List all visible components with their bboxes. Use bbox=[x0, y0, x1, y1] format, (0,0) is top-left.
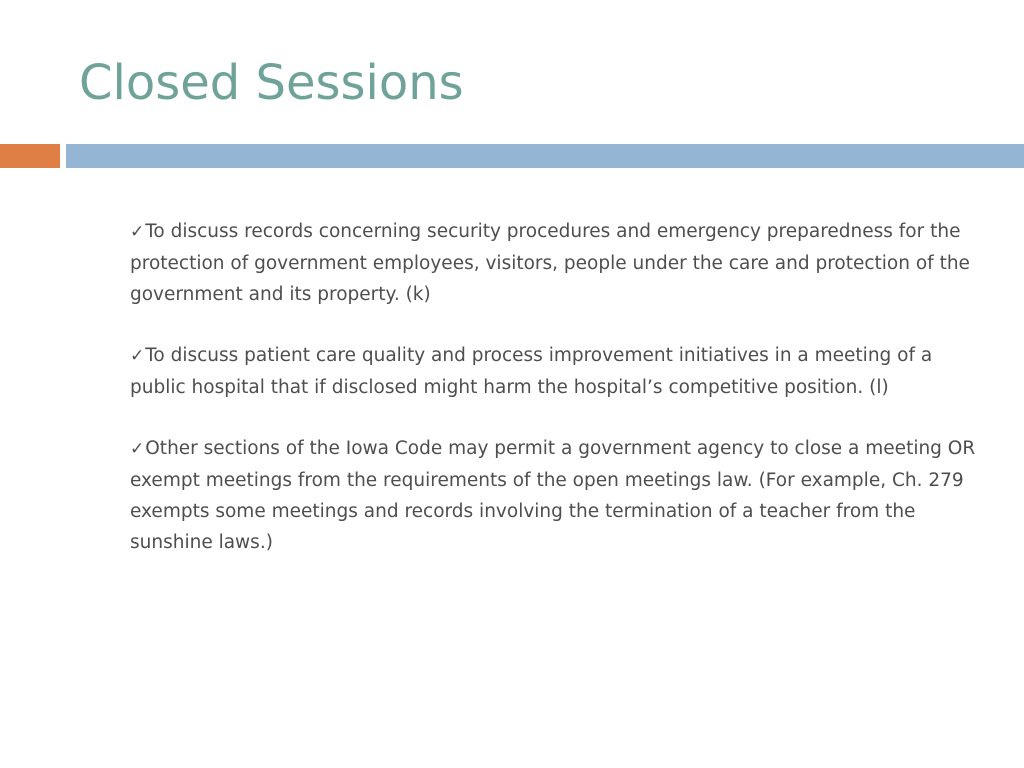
bullet-item-patient-care bbox=[130, 340, 978, 403]
bullet-text: To discuss patient care quality and process improvement initiatives in a meeting of a public hospital that if disclosed might harm the hospital’s competitive position. (l) bbox=[130, 345, 933, 398]
bullet-item-other-sections bbox=[130, 433, 978, 558]
bullet-text: To discuss records concerning security procedures and emergency preparedness for the protection of government employees, visitors, people under the care and protection of the government and its property. (k) bbox=[130, 221, 970, 305]
bullet-list bbox=[130, 216, 978, 588]
accent-bar-blue bbox=[66, 144, 1024, 168]
accent-bar-orange bbox=[0, 144, 60, 168]
check-icon: ✓ bbox=[130, 439, 145, 459]
bullet-text: Other sections of the Iowa Code may permit a government agency to close a meeting OR exempt meetings from the requirements of the open meetings law. (For example, Ch. 279 exempts some meetings and records involving the termination of a teacher from the sunshine laws.) bbox=[130, 438, 976, 553]
bullet-item-security-records bbox=[130, 216, 978, 310]
slide-title: Closed Sessions bbox=[79, 55, 464, 111]
check-icon: ✓ bbox=[130, 222, 145, 242]
check-icon: ✓ bbox=[130, 346, 145, 366]
